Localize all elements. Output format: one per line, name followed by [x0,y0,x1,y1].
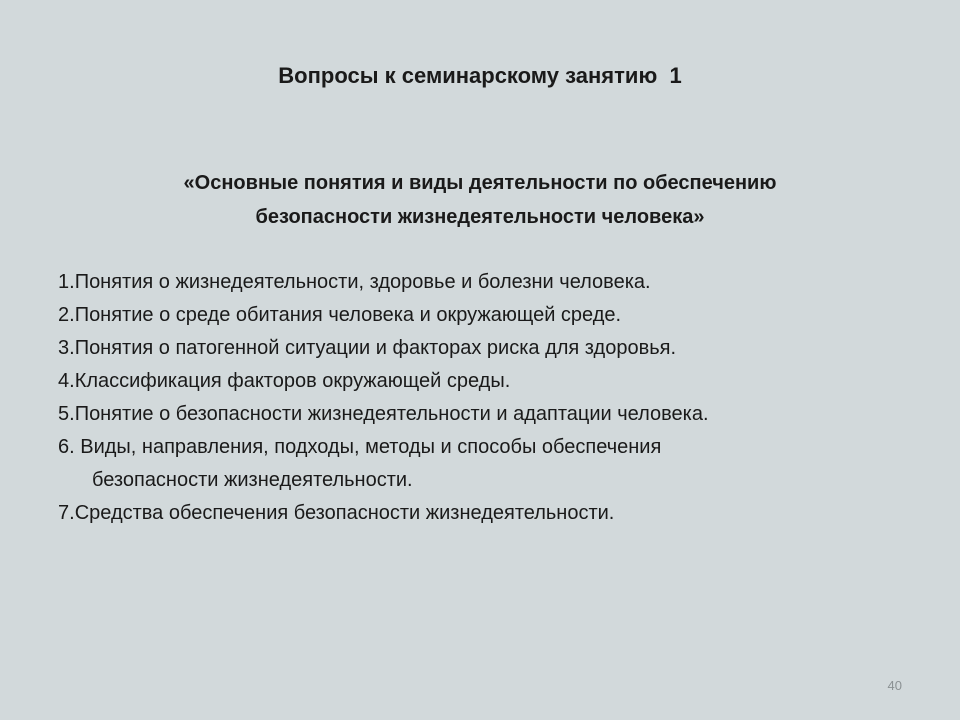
list-item-number: 7. [58,502,75,524]
list-item-text: Понятие о безопасности жизнедеятельности и адаптации человека. [74,403,709,425]
list-item-text: Понятия о жизнедеятельности, здоровье и болезни человека. [74,271,651,293]
list-item-text: Виды, направления, подходы, методы и способы обеспечения [80,436,662,458]
list-item [58,398,918,431]
list-item [58,266,918,299]
list-item [58,365,918,398]
page-number: 40 [887,678,902,693]
list-item-number: 1. [58,271,75,293]
questions-list [58,266,918,530]
subtitle-line-1: «Основные понятия и виды деятельности по обеспечению [183,172,777,194]
list-item-text: Средства обеспечения безопасности жизнедеятельности. [74,502,615,524]
slide-title: Вопросы к семинарскому занятию 1 [278,63,682,88]
list-item [58,431,918,497]
list-item [58,332,918,365]
list-item-number: 5. [58,403,75,425]
list-item-text: Понятие о среде обитания человека и окружающей среде. [74,304,622,326]
list-item-number: 2. [58,304,75,326]
list-item-continuation: безопасности жизнедеятельности. [92,469,413,491]
slide-subtitle [80,166,880,234]
list-item-number: 3. [58,337,75,359]
list-item [58,299,918,332]
list-item-text: Понятия о патогенной ситуации и факторах риска для здоровья. [74,337,676,359]
list-item [58,497,918,530]
list-item-number: 6. [58,436,81,458]
subtitle-line-2: безопасности жизнедеятельности человека» [255,206,705,228]
list-item-number: 4. [58,370,75,392]
list-item-text: Классификация факторов окружающей среды. [74,370,511,392]
